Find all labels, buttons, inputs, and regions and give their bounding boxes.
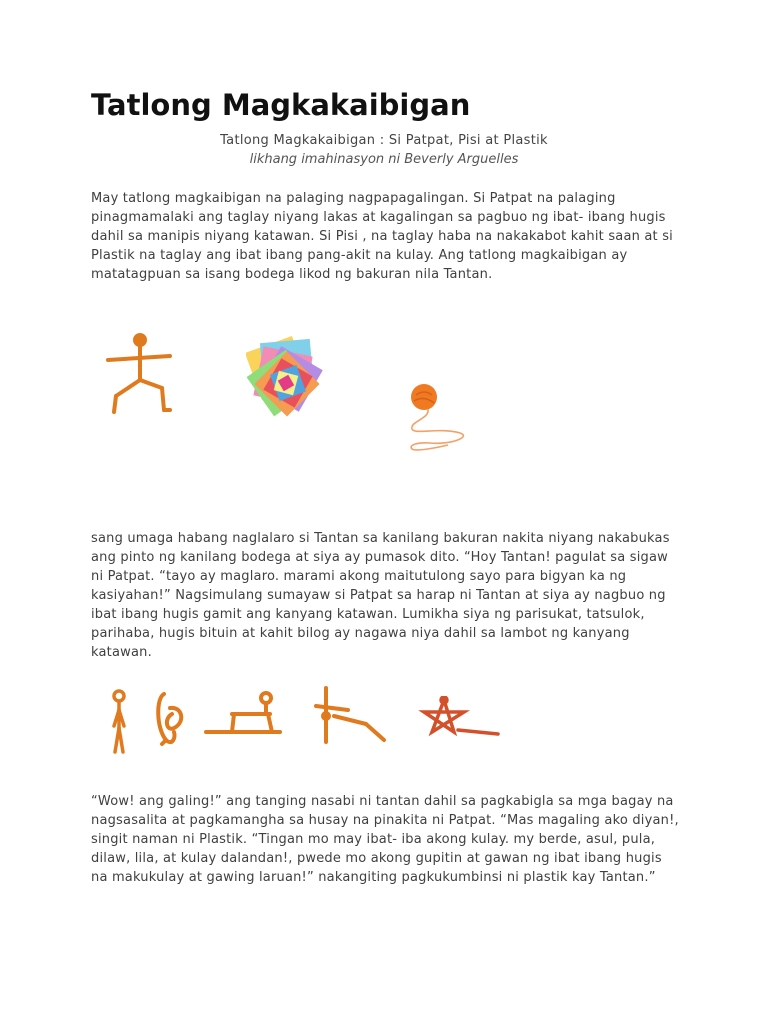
paragraph-1: May tatlong magkaibigan na palaging nagpapagalingan. Si Patpat na palaging pinagmamalaki ang taglay niyang lakas at kagalingan sa pagbuo ng ibat- ibang hugis dahil sa manipis niyang katawan. Si Pisi , na taglay haba na nakakabot kahit saan at si Plastik na taglay ang ibat ibang pang-akit na kulay. Ang tatlong magkaibigan ay matatagpuan sa isang bodega likod ng bakuran nila Tantan. bbox=[91, 191, 673, 282]
story-subtitle: Tatlong Magkakaibigan : Si Patpat, Pisi at Plastik bbox=[220, 133, 548, 148]
stick-pose-illustration bbox=[308, 684, 390, 746]
patpat-stick-figure-illustration bbox=[100, 330, 180, 425]
plastik-colorful-sheets-illustration bbox=[246, 335, 326, 425]
stick-star-illustration bbox=[408, 696, 504, 744]
pisi-yarn-ball-illustration bbox=[400, 375, 475, 455]
stick-standing-illustration bbox=[104, 688, 134, 756]
author-byline: likhang imahinasyon ni Beverly Arguelles bbox=[249, 152, 519, 167]
stick-table-illustration bbox=[202, 688, 284, 740]
page-title: Tatlong Magkakaibigan bbox=[91, 88, 471, 122]
paragraph-3: “Wow! ang galing!” ang tanging nasabi ni tantan dahil sa pagkabigla sa mga bagay na nagsasalita at pagkamangha sa husay na pinakita ni Patpat. “Mas magaling ako diyan!, singit naman ni Plastik. “Tingan mo may ibat- iba akong kulay. my berde, asul, pula, dilaw, lila, at kulay dalandan!, pwede mo akong gupitin at gawan ng ibat ibang hugis na makukulay at gawing laruan!” nakangiting pagkukumbinsi ni plastik kay Tantan.” bbox=[91, 794, 679, 885]
stick-loop-illustration bbox=[152, 688, 192, 748]
paragraph-2: sang umaga habang naglalaro si Tantan sa kanilang bakuran nakita niyang nakabukas ang pinto ng kanilang bodega at siya ay pumasok dito. “Hoy Tantan! pagulat sa sigaw ni Patpat. “tayo ay maglaro. marami akong maitutulong sayo para bigyan ka ng kasiyahan!” Nagsimulang sumayaw si Patpat sa harap ni Tantan at siya ay nagbuo ng ibat ibang hugis gamit ang kanyang katawan. Lumikha siya ng parisukat, tatsulok, parihaba, hugis bituin at kahit bilog ay nagawa niya dahil sa lambot ng kanyang katawan. bbox=[91, 531, 670, 660]
